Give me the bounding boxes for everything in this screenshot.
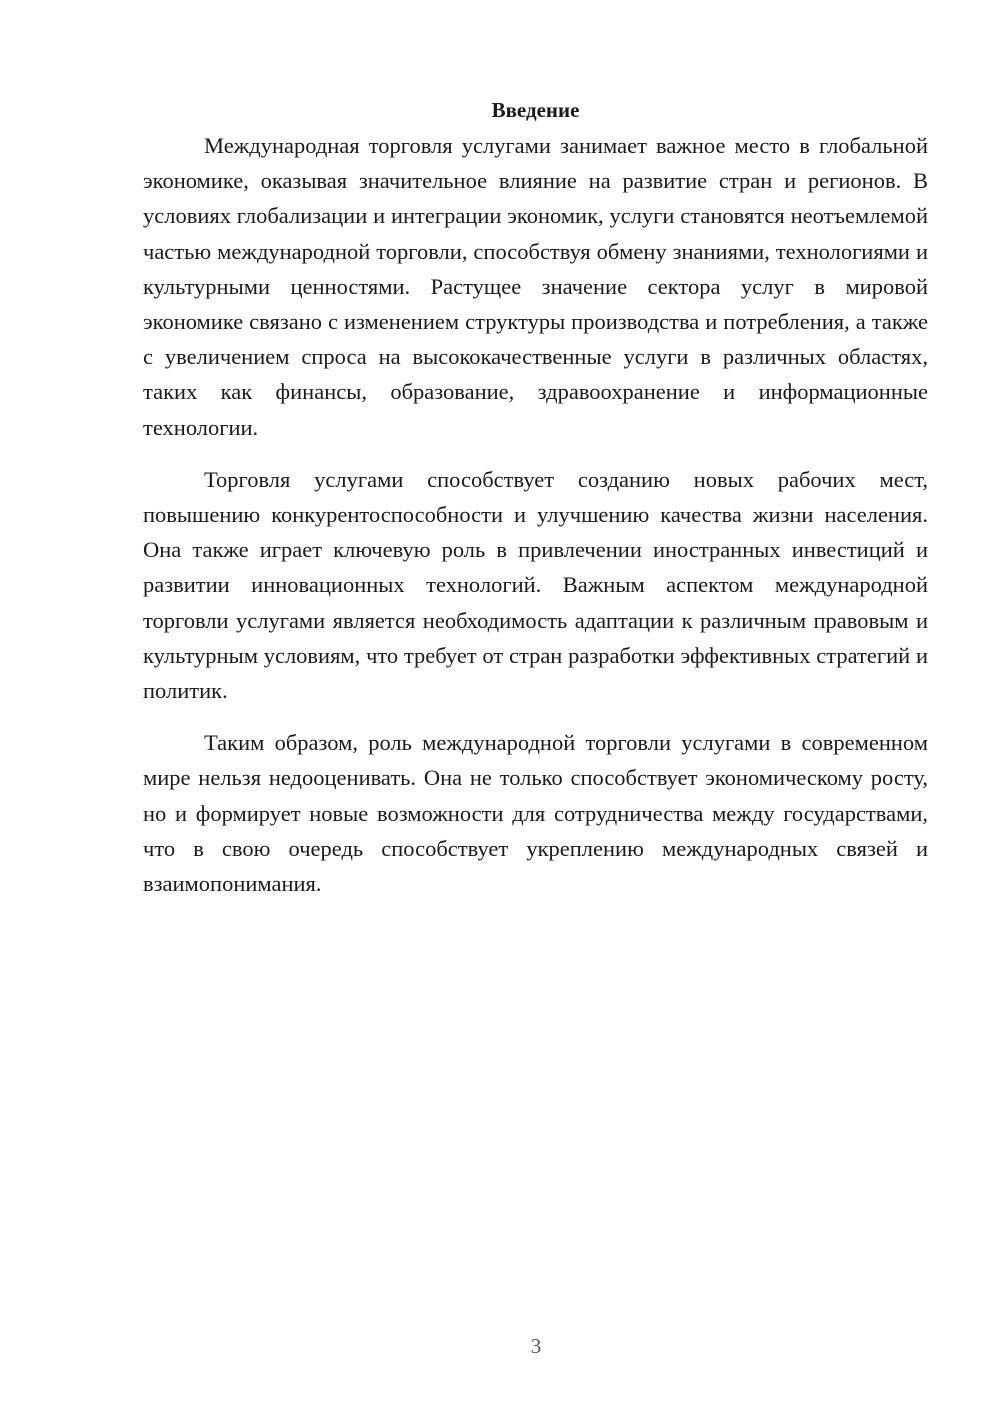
paragraph-2: Торговля услугами способствует созданию новых рабочих мест, повышению конкурентоспособности и улучшению качества жизни населения. Она также играет ключевую роль в привлечении иностранных инвестиций и развитии инновационных технологий. Важным аспектом международной торговли услугами является необходимость адаптации к различным правовым и культурным условиям, что требует от стран разработки эффективных стратегий и политик. — [143, 466, 928, 704]
paragraph-3: Таким образом, роль международной торговли услугами в современном мире нельзя недооценивать. Она не только способствует экономическому росту, но и формирует новые возможности для сотрудничества между государствами, что в свою очередь способствует укреплению международных связей и взаимопонимания. — [143, 730, 928, 897]
section-heading: Введение — [491, 98, 580, 122]
page-content — [143, 92, 928, 918]
paragraph-1: Международная торговля услугами занимает важное место в глобальной экономике, оказывая значительное влияние на развитие стран и регионов. В условиях глобализации и интеграции экономик, услуги становятся неотъемлемой частью международной торговли, способствуя обмену знаниями, технологиями и культурными ценностями. Растущее значение сектора услуг в мировой экономике связано с изменением структуры производства и потребления, а также с увеличением спроса на высококачественные услуги в различных областях, таких как финансы, образование, здравоохранение и информационные технологии. — [143, 133, 928, 440]
page-number: 3 — [530, 1334, 542, 1358]
